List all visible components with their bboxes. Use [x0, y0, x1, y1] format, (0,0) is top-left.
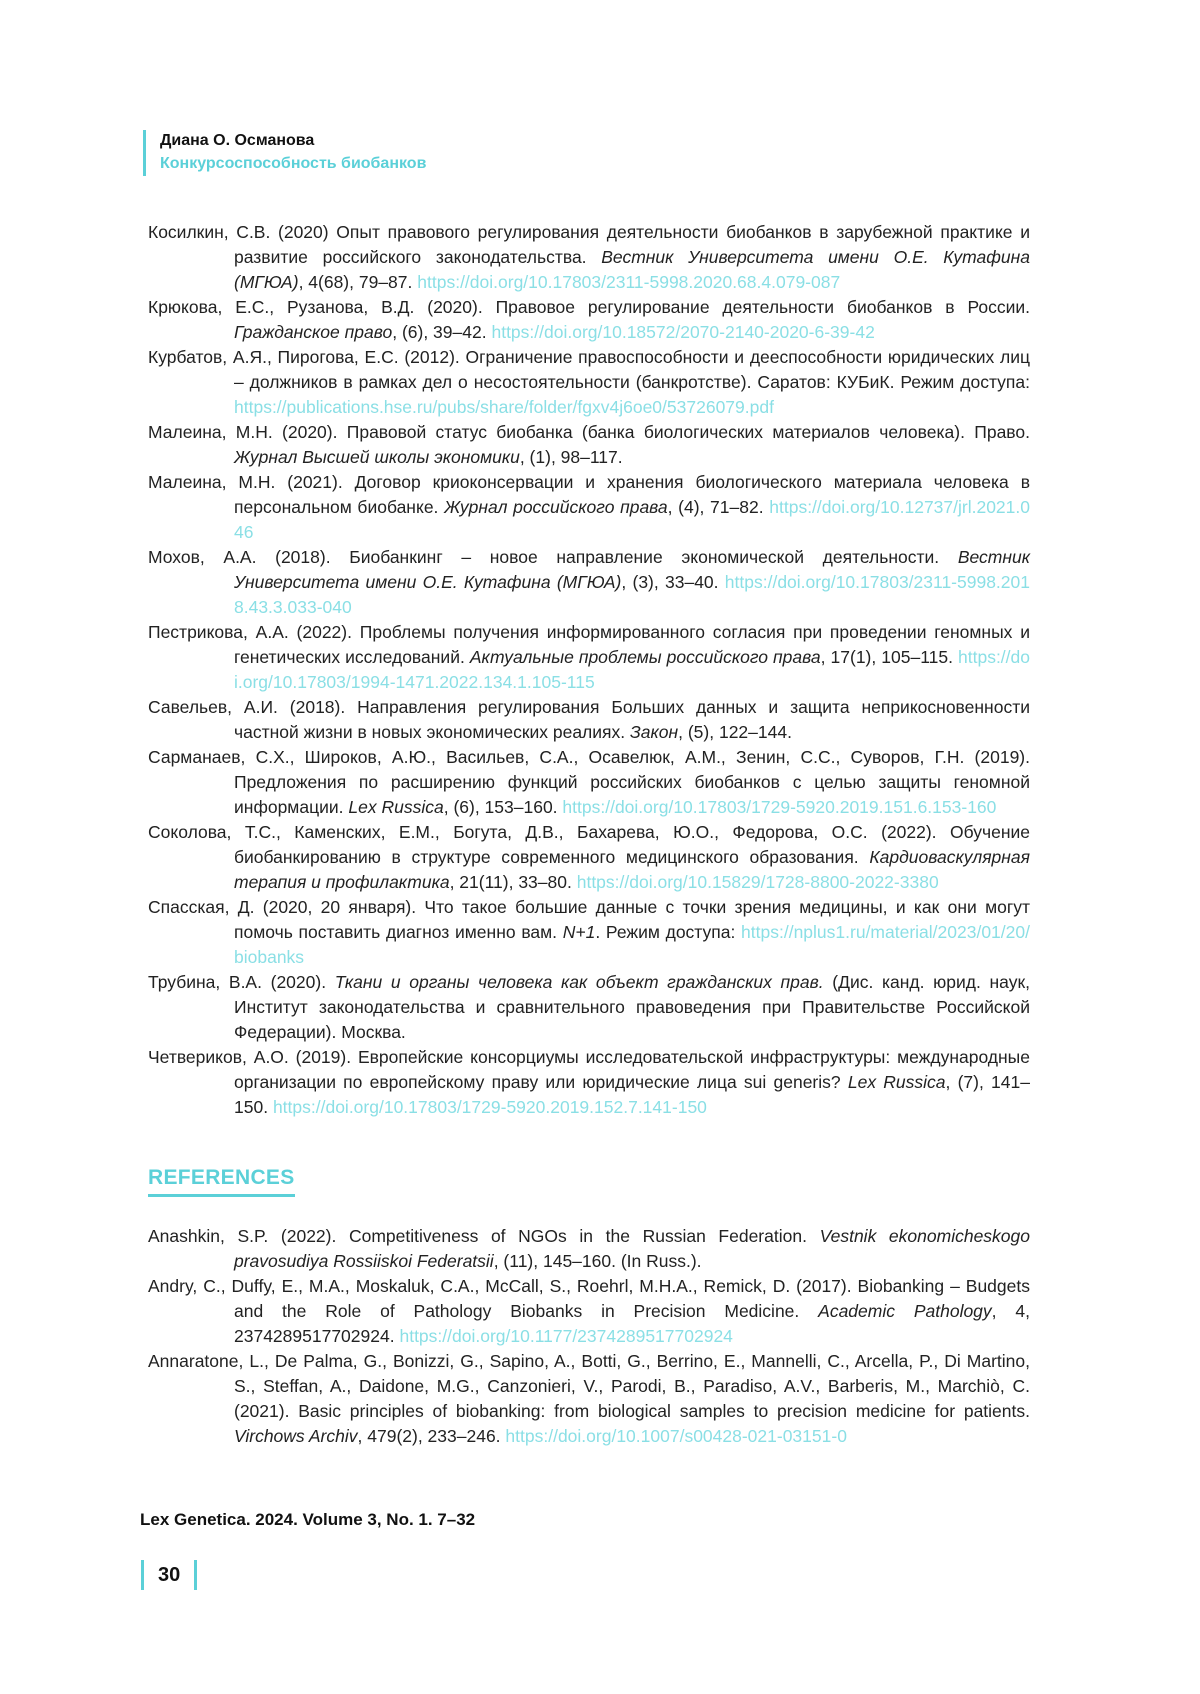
- reference-authors: Спасская, Д. (2020, 20 января). Что такое большие данные с точки зрения медицины, и как они могут помочь поставить диагноз именно вам.: [148, 897, 1030, 942]
- reference-item: [148, 1274, 1030, 1349]
- reference-item: [148, 545, 1030, 620]
- reference-doi-link[interactable]: https://doi.org/10.12737/jrl.2021.046: [234, 497, 1030, 542]
- reference-item: [148, 470, 1030, 545]
- reference-details: , 21(11), 33–80.: [449, 872, 572, 892]
- reference-doi-link[interactable]: https://doi.org/10.17803/1729-5920.2019.152.7.141-150: [272, 1097, 707, 1117]
- reference-doi-link[interactable]: https://doi.org/10.17803/1729-5920.2019.151.6.153-160: [562, 797, 997, 817]
- reference-item: [148, 695, 1030, 745]
- reference-authors: Мохов, А.А. (2018). Биобанкинг – новое направление экономической деятельности.: [148, 547, 940, 567]
- reference-details: , (5), 122–144.: [678, 722, 792, 742]
- reference-authors: Малеина, М.Н. (2021). Договор криоконсервации и хранения биологического материала человека в персональном биобанке.: [148, 472, 1030, 517]
- reference-authors: Четвериков, А.О. (2019). Европейские консорциумы исследовательской инфраструктуры: международные организации по европейскому праву или юридические лица sui generis?: [148, 1047, 1030, 1092]
- reference-doi-link[interactable]: https://doi.org/10.1007/s00428-021-03151-0: [505, 1426, 847, 1446]
- reference-source: Вестник Университета имени О.Е. Кутафина (МГЮА): [234, 247, 1030, 292]
- reference-doi-link[interactable]: https://doi.org/10.18572/2070-2140-2020-6-39-42: [491, 322, 875, 342]
- reference-item: [148, 345, 1030, 420]
- footer-journal-citation: Lex Genetica. 2024. Volume 3, No. 1. 7–32: [140, 1510, 476, 1529]
- page-number: 30: [141, 1560, 197, 1590]
- reference-doi-link[interactable]: https://doi.org/10.17803/1994-1471.2022.134.1.105-115: [234, 647, 1030, 692]
- reference-details: , 4(68), 79–87.: [298, 272, 413, 292]
- running-header: [143, 130, 426, 176]
- reference-item: [148, 820, 1030, 895]
- reference-authors: Крюкова, Е.С., Рузанова, В.Д. (2020). Правовое регулирование деятельности биобанков в России.: [148, 297, 1030, 317]
- reference-authors: Пестрикова, А.А. (2022). Проблемы получения информированного согласия при проведении геномных и генетических исследований.: [148, 622, 1030, 667]
- reference-item: [148, 895, 1030, 970]
- reference-authors: Соколова, Т.С., Каменских, Е.М., Богута, Д.В., Бахарева, Ю.О., Федорова, О.С. (2022). Обучение биобанкированию в структуре современного медицинского образования.: [148, 822, 1030, 867]
- reference-item: [148, 220, 1030, 295]
- reference-list-en: [148, 1224, 1030, 1449]
- reference-doi-link[interactable]: https://doi.org/10.15829/1728-8800-2022-3380: [576, 872, 939, 892]
- reference-doi-link[interactable]: https://publications.hse.ru/pubs/share/folder/fgxv4j6oe0/53726079.pdf: [234, 397, 774, 417]
- reference-authors: Малеина, М.Н. (2020). Правовой статус биобанка (банка биологических материалов человека). Право.: [148, 422, 1030, 442]
- reference-authors: Курбатов, А.Я., Пирогова, Е.С. (2012). Ограничение правоспособности и дееспособности юридических лиц – должников в рамках дел о несостоятельности (банкротстве). Саратов: КУБиК. Режим доступа:: [148, 347, 1030, 392]
- reference-authors: Трубина, В.А. (2020).: [148, 972, 327, 992]
- reference-authors: Савельев, А.И. (2018). Направления регулирования Больших данных и защита неприкосновенности частной жизни в новых экономических реалиях.: [148, 697, 1030, 742]
- header-author: Диана О. Османова: [160, 132, 315, 149]
- reference-source: Lex Russica: [348, 797, 444, 817]
- reference-item: [148, 620, 1030, 695]
- references-heading: REFERENCES: [148, 1166, 295, 1197]
- reference-authors: Annaratone, L., De Palma, G., Bonizzi, G., Sapino, A., Botti, G., Berrino, E., Mannelli, C., Arcella, P., Di Martino, S., Steffan, A., Daidone, M.G., Canzonieri, V., Parodi, B., Paradiso, A.V., Barberis, M., Marchiò, C. (2021). Basic principles of biobanking: from biological samples to precision medicine for patients.: [148, 1351, 1030, 1421]
- reference-details: (Дис. канд. юрид. наук, Институт законодательства и сравнительного правоведения при Правительстве Российской Федерации). Москва.: [234, 972, 1030, 1042]
- reference-source: Lex Russica: [847, 1072, 946, 1092]
- header-article-title: Конкурсоспособность биобанков: [160, 155, 427, 172]
- reference-details: , 479(2), 233–246.: [357, 1426, 501, 1446]
- reference-source: Virchows Archiv: [234, 1426, 358, 1446]
- reference-source: Academic Pathology: [818, 1301, 992, 1321]
- reference-source: N+1: [562, 922, 596, 942]
- reference-item: [148, 745, 1030, 820]
- reference-source: Vestnik ekonomicheskogo pravosudiya Rossiiskoi Federatsii: [234, 1226, 1030, 1271]
- reference-details: , 4, 2374289517702924.: [234, 1301, 1030, 1346]
- reference-source: Журнал Высшей школы экономики: [234, 447, 520, 467]
- reference-list-ru: [148, 220, 1030, 1120]
- reference-doi-link[interactable]: https://doi.org/10.1177/2374289517702924: [399, 1326, 733, 1346]
- reference-authors: Anashkin, S.P. (2022). Competitiveness of NGOs in the Russian Federation.: [148, 1226, 807, 1246]
- reference-authors: Косилкин, С.В. (2020) Опыт правового регулирования деятельности биобанков в зарубежной практике и развитие российского законодательства.: [148, 222, 1030, 267]
- reference-source: Закон: [630, 722, 679, 742]
- reference-item: [148, 420, 1030, 470]
- reference-item: [148, 970, 1030, 1045]
- reference-item: [148, 1349, 1030, 1449]
- reference-item: [148, 1224, 1030, 1274]
- reference-source: Журнал российского права: [444, 497, 668, 517]
- reference-item: [148, 1045, 1030, 1120]
- reference-details: , (7), 141–150.: [234, 1072, 1030, 1117]
- reference-details: , (6), 153–160.: [443, 797, 558, 817]
- reference-details: , (11), 145–160. (In Russ.).: [493, 1251, 702, 1271]
- reference-details: , (3), 33–40.: [621, 572, 719, 592]
- reference-doi-link[interactable]: https://nplus1.ru/material/2023/01/20/biobanks: [234, 922, 1030, 967]
- reference-item: [148, 295, 1030, 345]
- reference-details: , (1), 98–117.: [519, 447, 623, 467]
- reference-source: Ткани и органы человека как объект гражданских прав.: [334, 972, 824, 992]
- reference-source: Кардиоваскулярная терапия и профилактика: [234, 847, 1030, 892]
- reference-details: , (4), 71–82.: [667, 497, 764, 517]
- reference-details: , (6), 39–42.: [392, 322, 487, 342]
- reference-authors: Сарманаев, С.Х., Широков, А.Ю., Васильев, С.А., Осавелюк, А.М., Зенин, С.С., Суворов, Г.Н. (2019). Предложения по расширению функций российских биобанков с целью защиты геномной информации.: [148, 747, 1030, 817]
- reference-doi-link[interactable]: https://doi.org/10.17803/2311-5998.2018.43.3.033-040: [234, 572, 1030, 617]
- reference-source: Вестник Университета имени О.Е. Кутафина (МГЮА): [234, 547, 1030, 592]
- reference-doi-link[interactable]: https://doi.org/10.17803/2311-5998.2020.68.4.079-087: [417, 272, 841, 292]
- reference-details: , 17(1), 105–115.: [820, 647, 953, 667]
- reference-details: . Режим доступа:: [595, 922, 736, 942]
- reference-source: Гражданское право: [234, 322, 393, 342]
- reference-source: Актуальные проблемы российского права: [469, 647, 821, 667]
- reference-authors: Andry, C., Duffy, E., M.A., Moskaluk, C.A., McCall, S., Roehrl, M.H.A., Remick, D. (2017). Biobanking – Budgets and the Role of Pathology Biobanks in Precision Medicine.: [148, 1276, 1030, 1321]
